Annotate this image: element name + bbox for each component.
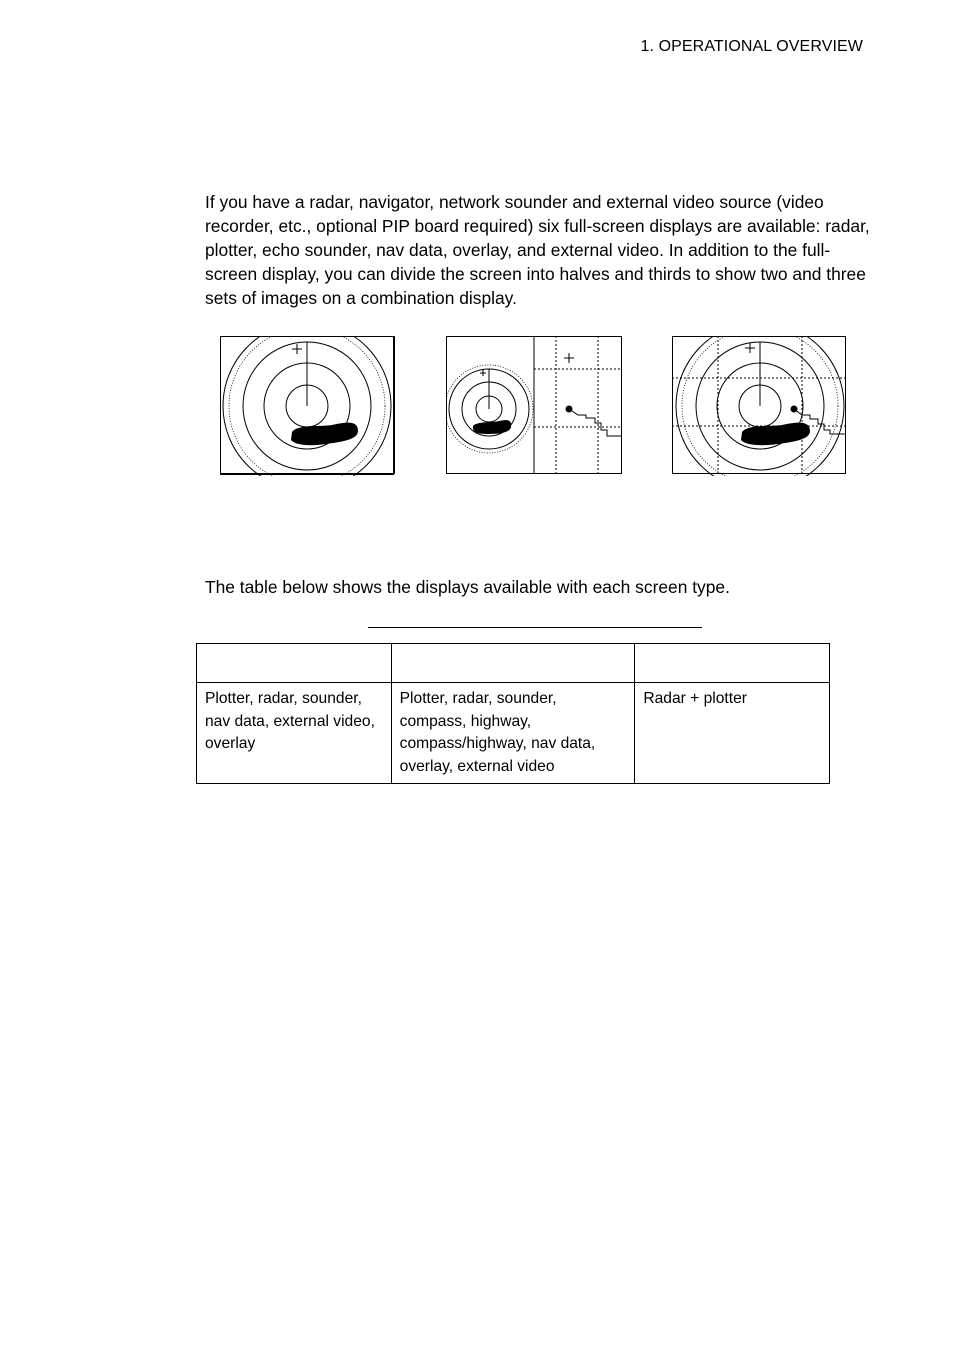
header-cell-third-screen	[635, 644, 830, 683]
table-header-row	[197, 644, 830, 683]
header-cell-full-screen	[197, 644, 392, 683]
intro-paragraph: If you have a radar, navigator, network sounder and external video source (video recorder, etc., optional PIP board required) six full-screen displays are available: radar, plotter, echo sounder, nav data, overlay, and external video. In addition to the full-screen display, you can divide the screen into halves and thirds to show two and three sets of images on a combination display.	[205, 192, 870, 308]
screen-type-table	[196, 643, 830, 784]
table-intro: The table below shows the displays available with each screen type.	[205, 577, 730, 597]
third-screen-displays: Radar + plotter	[635, 683, 830, 784]
radar-plotter-split-illustration	[446, 336, 624, 476]
radar-plotter-overlay-illustration	[672, 336, 848, 476]
header-cell-half-screen	[391, 644, 635, 683]
display-examples	[0, 336, 954, 476]
full-screen-displays: Plotter, radar, sounder, nav data, external video, overlay	[197, 683, 392, 784]
radar-full-screen-illustration	[220, 336, 396, 476]
section-header: 1. OPERATIONAL OVERVIEW	[640, 38, 863, 55]
table-row	[197, 683, 830, 784]
table-caption-rule	[368, 627, 702, 628]
half-screen-displays: Plotter, radar, sounder, compass, highway, compass/highway, nav data, overlay, external video	[391, 683, 635, 784]
